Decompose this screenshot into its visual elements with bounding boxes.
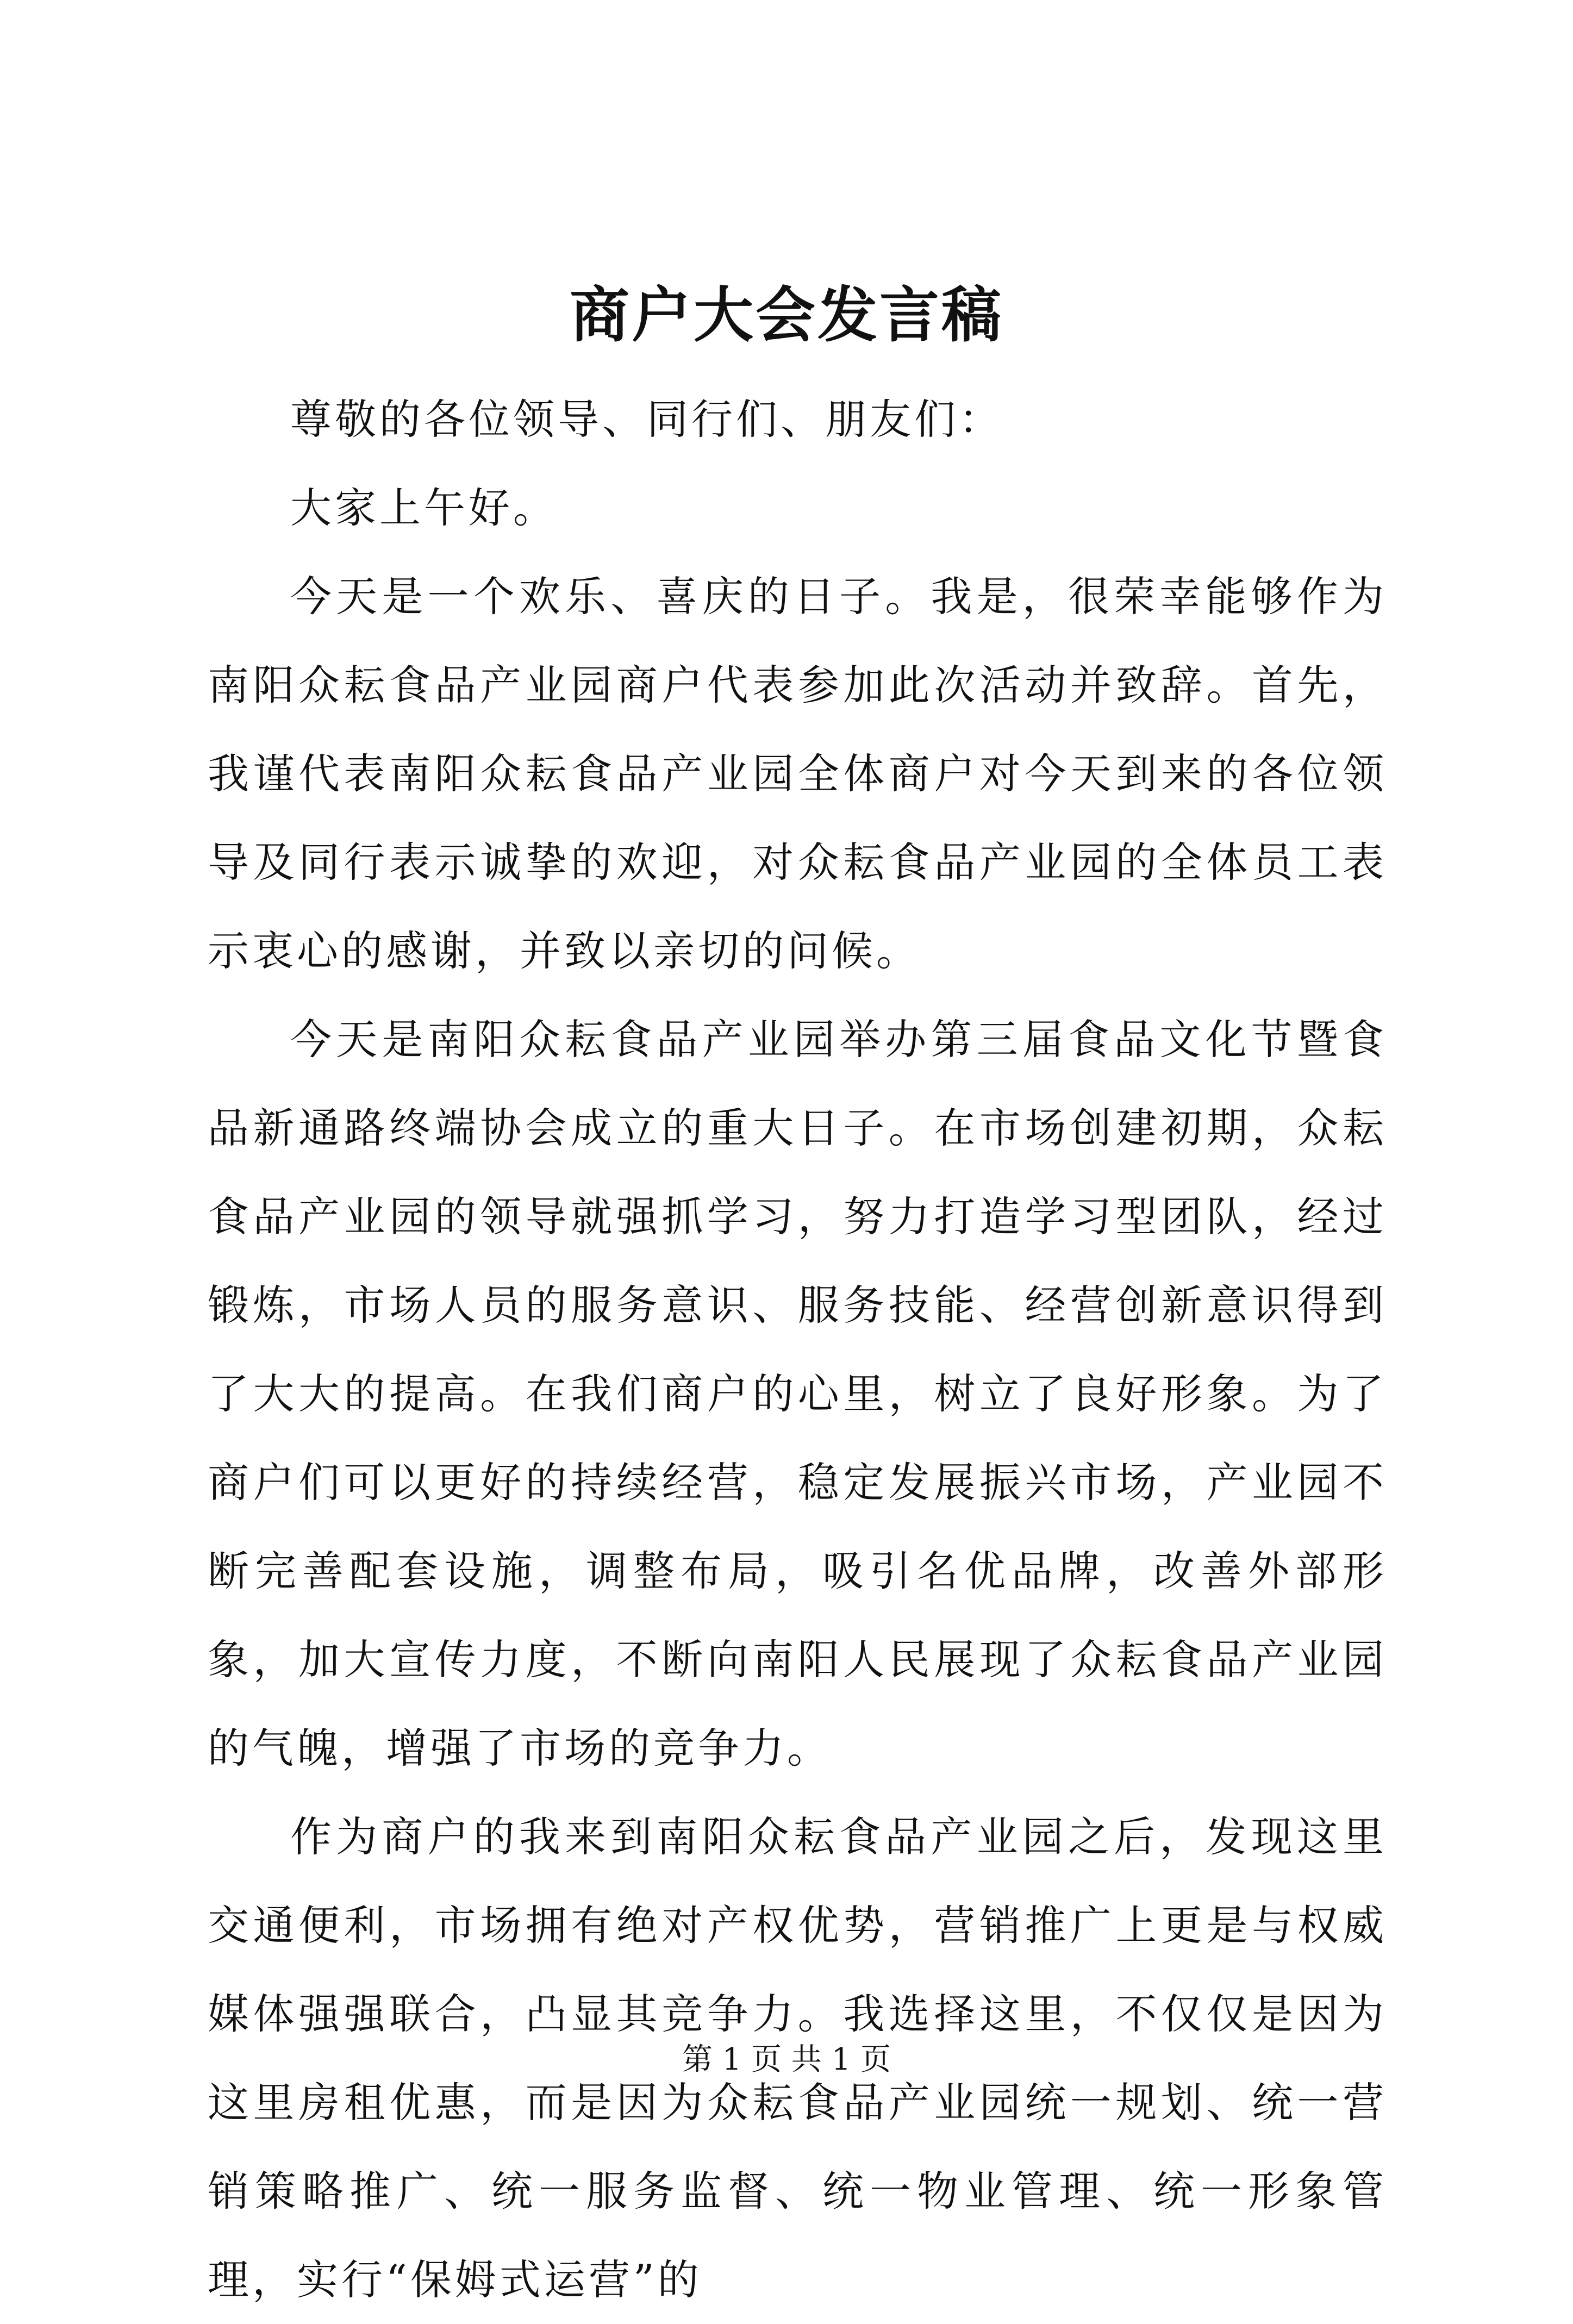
greeting-paragraph: 大家上午好。 <box>290 484 558 532</box>
body-paragraph: 今天是南阳众耘食品产业园举办第三届食品文化节暨食品新通路终端协会成立的重大日子。在市场创建初期，众耘食品产业园的领导就强抓学习，努力打造学习型团队，经过锻炼，市场人员的服务意识、服务技能、经营创新意识得到了大大的提高。在我们商户的心里，树立了良好形象。为了商户们可以更好的持续经营，稳定发展振兴市场，产业园不断完善配套设施，调整布局，吸引名优品牌，改善外部形象，加大宣传力度，不断向南阳人民展现了众耘食品产业园的气魄，增强了市场的竞争力。 <box>208 1015 1387 1772</box>
body-paragraph: 今天是一个欢乐、喜庆的日子。我是，很荣幸能够作为南阳众耘食品产业园商户代表参加此次活动并致辞。首先，我谨代表南阳众耘食品产业园全体商户对今天到来的各位领导及同行表示诚挚的欢迎，对众耘食品产业园的全体员工表示衷心的感谢，并致以亲切的问候。 <box>208 572 1387 975</box>
page-number: 第 1 页 共 1 页 <box>682 2042 891 2077</box>
body-paragraph: 作为商户的我来到南阳众耘食品产业园之后，发现这里交通便利，市场拥有绝对产权优势，营销推广上更是与权威媒体强强联合，凸显其竞争力。我选择这里，不仅仅是因为这里房租优惠，而是因为众耘食品产业园统一规划、统一营销策略推广、统一服务监督、统一物业管理、统一形象管理，实行“保姆式运营”的 <box>208 1813 1387 2304</box>
page-footer <box>0 2038 1573 2082</box>
document-body <box>208 375 1387 2324</box>
salutation-paragraph: 尊敬的各位领导、同行们、朋友们： <box>290 395 1003 443</box>
document-title: 商户大会发言稿 <box>570 280 1003 350</box>
